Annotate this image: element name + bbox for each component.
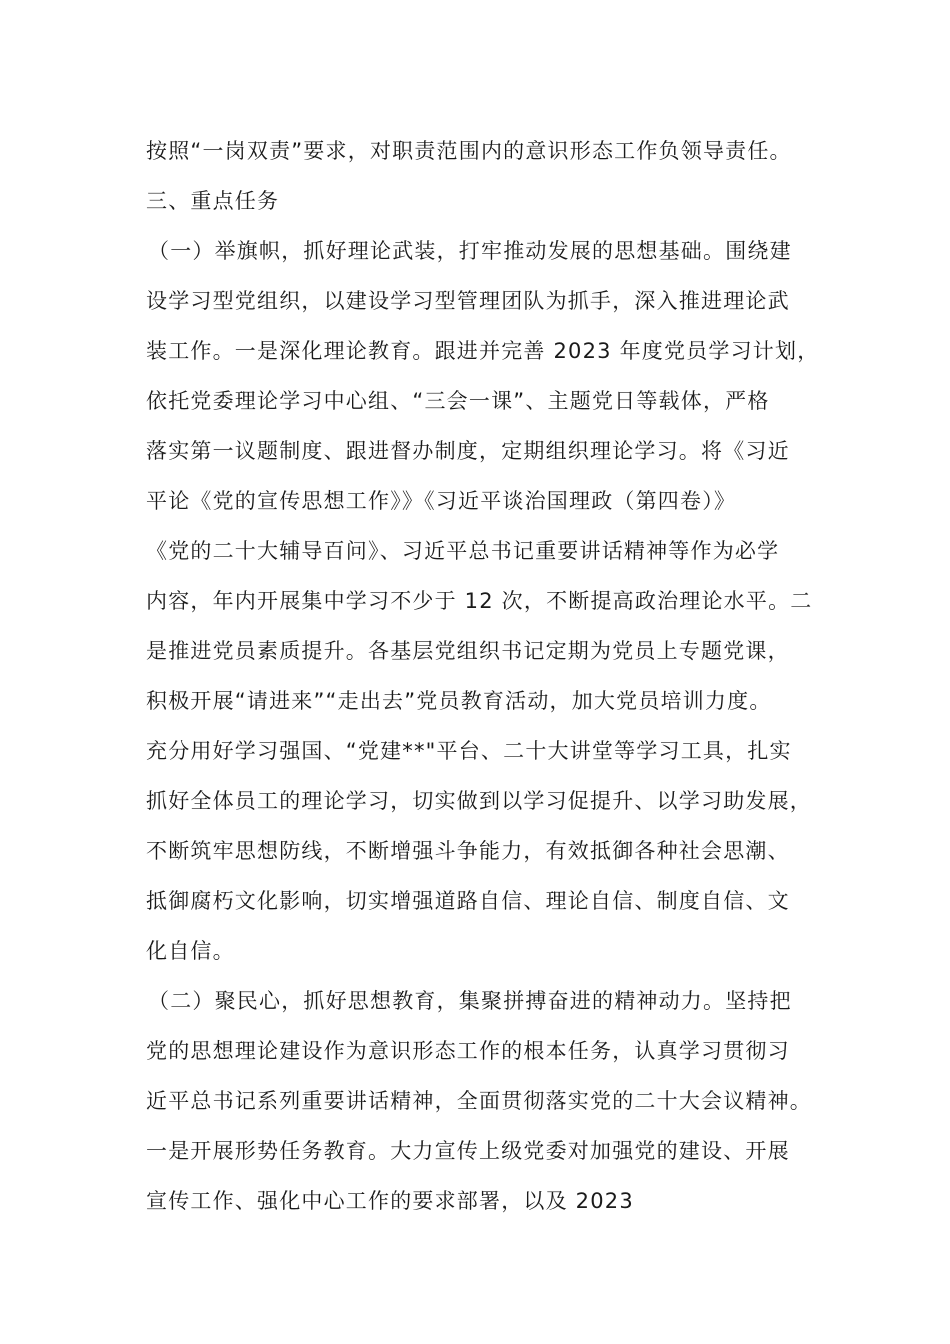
text-line-7: 落实第一议题制度、跟进督办制度，定期组织理论学习。将《习近 [146, 439, 790, 463]
text-line-5: 装工作。一是深化理论教育。跟进并完善 2023 年度党员学习计划， [146, 339, 820, 363]
section-heading: 三、重点任务 [146, 189, 280, 213]
text-line-10: 内容，年内开展集中学习不少于 12 次，不断提高政治理论水平。二 [146, 589, 813, 613]
text-line-20: 近平总书记系列重要讲话精神，全面贯彻落实党的二十大会议精神。 [146, 1089, 812, 1113]
text-line-6: 依托党委理论学习中心组、“三会一课”、主题党日等载体，严格 [146, 389, 770, 413]
text-line-16: 抵御腐朽文化影响，切实增强道路自信、理论自信、制度自信、文 [146, 889, 790, 913]
text-line-22: 宣传工作、强化中心工作的要求部署，以及 2023 [146, 1189, 634, 1213]
text-line-15: 不断筑牢思想防线，不断增强斗争能力，有效抵御各种社会思潮、 [146, 839, 790, 863]
text-line-14: 抓好全体员工的理论学习，切实做到以学习促提升、以学习助发展， [146, 789, 812, 813]
text-line-1: 按照“一岗双责”要求，对职责范围内的意识形态工作负领导责任。 [146, 139, 792, 163]
text-line-9: 《党的二十大辅导百问》、习近平总书记重要讲话精神等作为必学 [146, 539, 780, 563]
text-line-17: 化自信。 [146, 939, 235, 963]
text-line-11: 是推进党员素质提升。各基层党组织书记定期为党员上专题党课， [146, 639, 790, 663]
text-line-18: （二）聚民心，抓好思想教育，集聚拼搏奋进的精神动力。坚持把 [148, 989, 792, 1013]
text-line-12: 积极开展“请进来”“走出去”党员教育活动，加大党员培训力度。 [146, 689, 772, 713]
text-line-3: （一）举旗帜，抓好理论武装，打牢推动发展的思想基础。围绕建 [148, 239, 792, 263]
text-line-4: 设学习型党组织，以建设学习型管理团队为抓手，深入推进理论武 [146, 289, 790, 313]
text-line-8: 平论《党的宣传思想工作》》《习近平谈治国理政（第四卷）》 [146, 489, 737, 513]
text-line-19: 党的思想理论建设作为意识形态工作的根本任务，认真学习贯彻习 [146, 1039, 790, 1063]
text-line-13: 充分用好学习强国、“党建**"平台、二十大讲堂等学习工具，扎实 [146, 739, 792, 763]
text-line-21: 一是开展形势任务教育。大力宣传上级党委对加强党的建设、开展 [146, 1139, 790, 1163]
